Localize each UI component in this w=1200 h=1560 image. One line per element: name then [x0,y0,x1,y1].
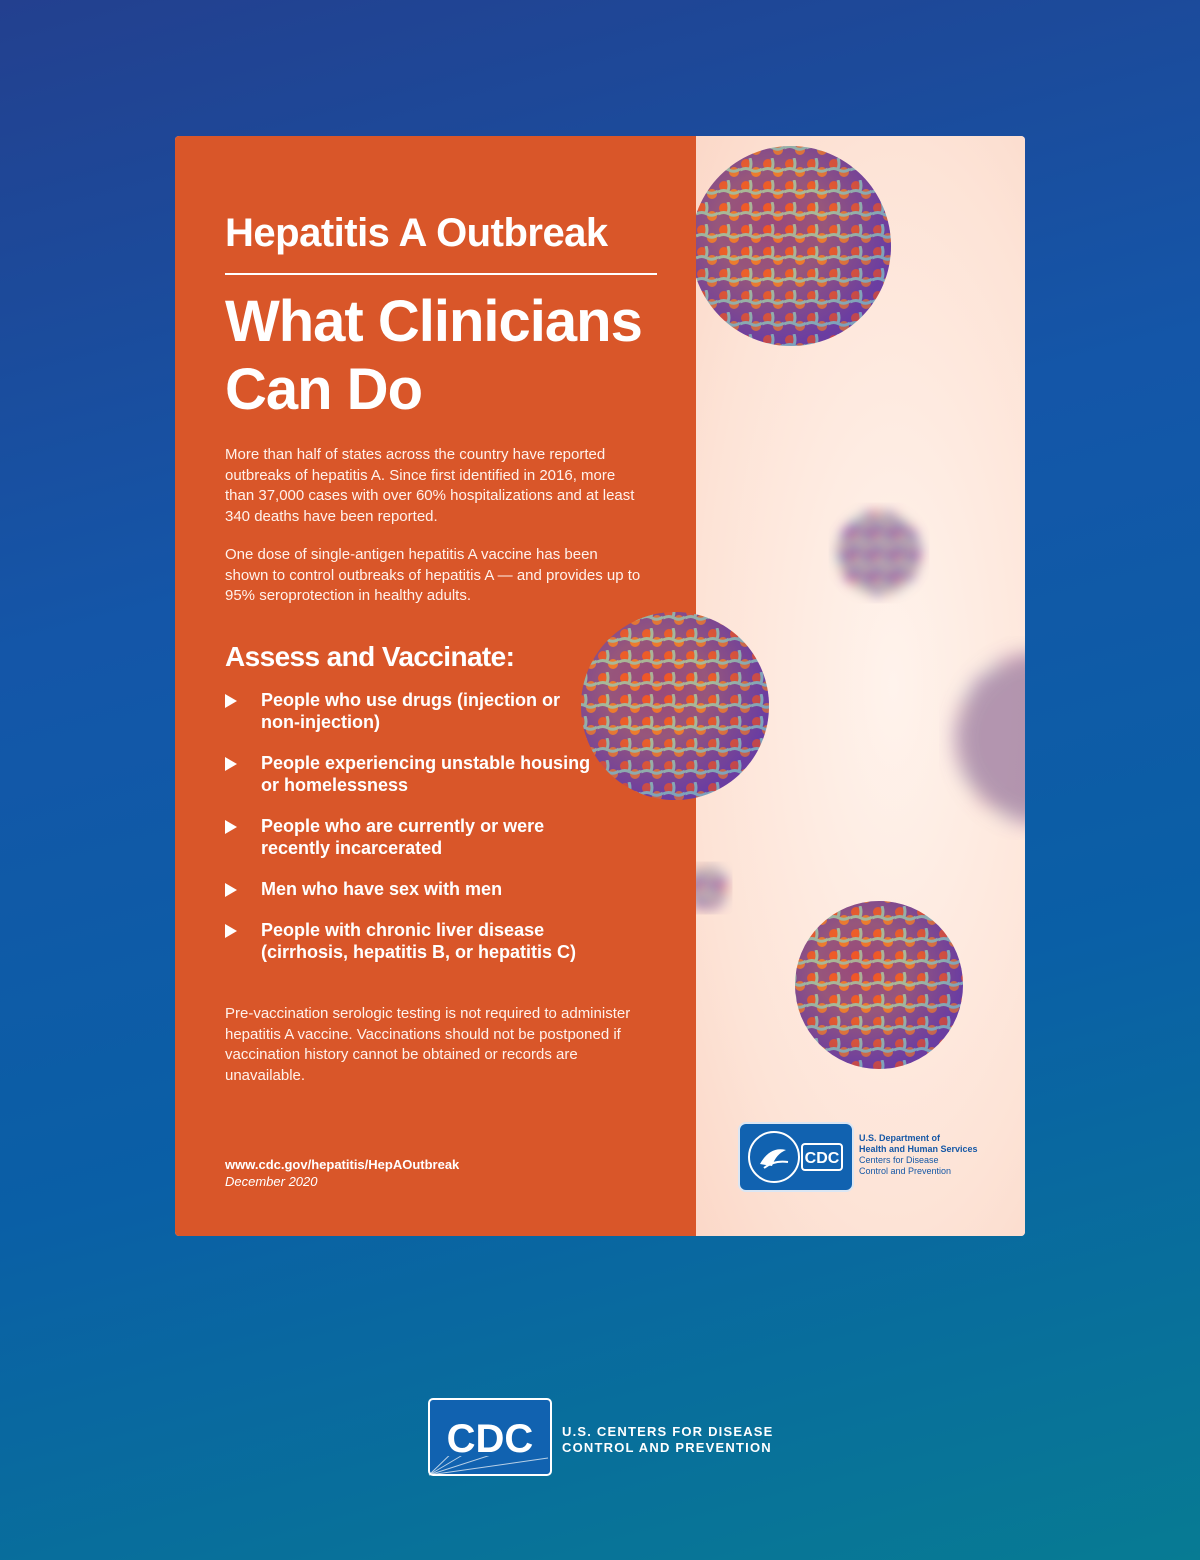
intro-paragraph-2: One dose of single-antigen hepatitis A vaccine has been shown to control outbreaks of hepatitis A — and provides up to 95% seroprotection in healthy adults. [225,546,641,604]
publication-date: December 2020 [225,1174,318,1189]
assess-list [225,689,601,963]
list-item [225,919,601,963]
hhs-agency-name [859,1133,978,1177]
triangle-bullet-icon [225,883,237,897]
triangle-bullet-icon [225,757,237,771]
hhs-eagle-icon [740,1124,852,1190]
triangle-bullet-icon [225,820,237,834]
hhs-line-4: Control and Prevention [859,1166,952,1176]
list-item [225,815,601,859]
assess-heading: Assess and Vaccinate: [225,641,515,672]
hhs-cdc-logo [738,1122,854,1192]
list-item-text: People who use drugs (injection or non-injection) [261,690,561,732]
virus-blurred-left [696,866,728,910]
hhs-cdc-wordmark: CDC [804,1150,840,1167]
hhs-line-2: Health and Human Services [859,1144,978,1154]
cdc-name-line-2: CONTROL AND PREVENTION [562,1440,772,1455]
list-item-text: Men who have sex with men [261,879,503,899]
list-item [225,878,601,900]
list-item-text: People experiencing unstable housing or homelessness [261,753,591,795]
flyer-card [175,136,1025,1236]
triangle-bullet-icon [225,694,237,708]
virus-blurred-right [956,653,1025,823]
virus-blurred-small [837,511,921,595]
cdc-logo-icon [428,1398,552,1476]
serologic-note: Pre-vaccination serologic testing is not required to administer hepatitis A vaccine. Vaccinations should not be postponed if vaccination history cannot be obtained or records are unavailable. [225,1005,631,1084]
hhs-line-3: Centers for Disease [859,1155,939,1165]
list-item [225,689,601,733]
page-title: Hepatitis A Outbreak [225,211,608,255]
cdc-wordmark: CDC [446,1417,534,1461]
list-item-text: People who are currently or were recently incarcerated [261,816,545,858]
list-item-text: People with chronic liver disease (cirrhosis, hepatitis B, or hepatitis C) [261,920,577,962]
footer-url-link[interactable]: www.cdc.gov/hepatitis/HepAOutbreak [225,1157,460,1172]
hhs-line-1: U.S. Department of [859,1133,941,1143]
cdc-name-line-1: U.S. CENTERS FOR DISEASE [562,1424,774,1439]
virus-middle [575,606,775,806]
triangle-bullet-icon [225,924,237,938]
list-item [225,752,601,796]
cdc-logo [428,1398,552,1476]
title-divider [225,273,657,275]
page-subtitle: What Clinicians Can Do [225,289,642,422]
intro-paragraph-1: More than half of states across the country have reported outbreaks of hepatitis A. Since first identified in 2016, more than 37,000 cases with over 60% hospitalizations and at least 340 deaths have been reported. [225,446,635,525]
cdc-full-name [562,1424,774,1456]
